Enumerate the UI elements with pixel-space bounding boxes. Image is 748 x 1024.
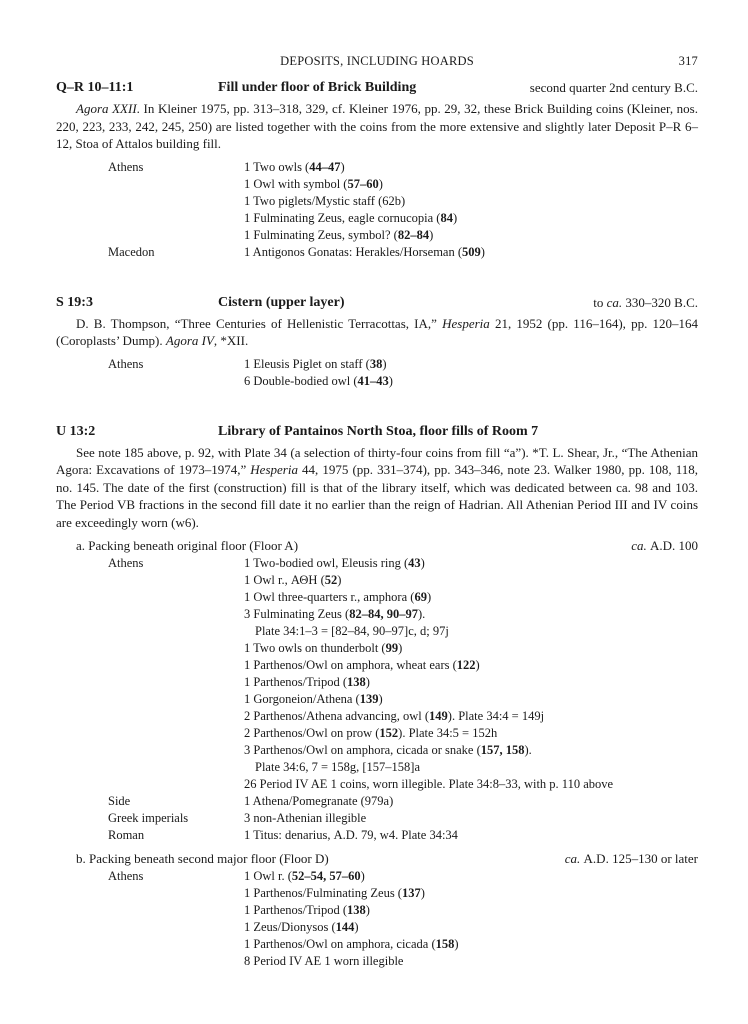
coin-description: 1 Athena/Pomegranate (979a) — [244, 794, 394, 808]
coin-region: Athens — [108, 356, 144, 371]
coin-row — [56, 244, 698, 261]
coin-description: 1 Titus: denarius, A.D. 79, w4. Plate 34:34 — [244, 828, 458, 842]
document-body — [56, 80, 698, 970]
fill-section-heading — [56, 537, 698, 555]
coin-row — [56, 640, 698, 657]
coin-row — [56, 674, 698, 691]
fill-section-heading — [56, 850, 698, 868]
deposit-code: S 19:3 — [56, 294, 93, 310]
coin-row — [56, 373, 698, 390]
page-number: 317 — [678, 54, 698, 68]
page — [56, 52, 698, 970]
coin-row — [56, 902, 698, 919]
coin-description: 1 Owl three-quarters r., amphora (69) — [244, 590, 432, 604]
coin-description: 2 Parthenos/Owl on prow (152). Plate 34:5 = 152h — [244, 726, 498, 740]
entry-heading — [56, 295, 698, 315]
coin-description: 1 Parthenos/Owl on amphora, wheat ears (122) — [244, 658, 480, 672]
coin-row — [56, 227, 698, 244]
coin-description: 1 Two owls (44–47) — [244, 159, 345, 174]
coin-description: 3 Fulminating Zeus (82–84, 90–97). — [244, 607, 426, 621]
coin-row — [56, 885, 698, 902]
coin-row — [56, 776, 698, 793]
coin-row — [56, 953, 698, 970]
coin-row — [56, 936, 698, 953]
coin-row — [56, 793, 698, 810]
coin-row — [56, 742, 698, 759]
coin-row — [56, 725, 698, 742]
coin-row — [56, 623, 698, 640]
coin-description: 3 non-Athenian illegible — [244, 811, 367, 825]
coin-description: 1 Parthenos/Tripod (138) — [244, 675, 370, 689]
coin-description: 1 Two owls on thunderbolt (99) — [244, 641, 403, 655]
deposit-code: Q–R 10–11:1 — [56, 80, 134, 95]
deposit-code: U 13:2 — [56, 423, 96, 439]
coin-description: 1 Fulminating Zeus, eagle cornucopia (84) — [244, 210, 458, 225]
coin-list — [56, 555, 698, 844]
coin-region: Roman — [108, 828, 145, 842]
coin-region: Athens — [108, 869, 144, 883]
fill-section-date: ca. A.D. 125–130 or later — [564, 851, 698, 866]
coin-row — [56, 176, 698, 193]
coin-row — [56, 210, 698, 227]
coin-description: 1 Gorgoneion/Athena (139) — [244, 692, 383, 706]
coin-description: 1 Eleusis Piglet on staff (38) — [244, 356, 387, 371]
coin-row — [56, 356, 698, 373]
coin-row — [56, 555, 698, 572]
coin-row — [56, 691, 698, 708]
coin-row — [56, 589, 698, 606]
coin-region: Athens — [108, 556, 144, 570]
coin-row — [56, 606, 698, 623]
deposit-entry — [56, 424, 698, 971]
coin-description: 1 Parthenos/Fulminating Zeus (137) — [244, 886, 425, 900]
coin-description: Plate 34:1–3 = [82–84, 90–97]c, d; 97j — [255, 624, 449, 638]
deposit-description: See note 185 above, p. 92, with Plate 34 (a selection of thirty-four coins from fill “a”). *T. L. Shear, Jr., “The Athenian Agora: Excavations of 1973–1974,” Hesperia 44, 1975 (pp. 331–374), pp. 343–346, note 23. Walker 1980, pp. 108, 118, no. 145. The date of the first (construction) fill is that of the library itself, which was dedicated between ca. 98 and 103. The Period VB fractions in the second fill date it no earlier than the reign of Hadrian. All Athenian Period III and IV coins are exceedingly worn (w6). — [56, 444, 698, 530]
coin-row — [56, 572, 698, 589]
fill-section-label: a. Packing beneath original floor (Floor A) — [76, 538, 299, 553]
entry-heading — [56, 424, 698, 444]
deposit-description: D. B. Thompson, “Three Centuries of Hellenistic Terracottas, IA,” Hesperia 21, 1952 (pp. 116–164), pp. 120–164 (Coroplasts’ Dump). Agora IV, *XII. — [56, 315, 698, 348]
entry-heading — [56, 80, 698, 100]
deposit-date: to ca. 330–320 B.C. — [593, 294, 698, 310]
coin-row — [56, 827, 698, 844]
deposit-description: Agora XXII. In Kleiner 1975, pp. 313–318, 329, cf. Kleiner 1976, pp. 29, 32, these Brick Building coins (Kleiner, nos. 220, 223, 233, 242, 245, 250) are listed together with the coins from the more extensive and slightly later Deposit P–R 6–12, Stoa of Attalos building fill. — [56, 101, 698, 151]
deposit-entry — [56, 295, 698, 390]
coin-row — [56, 868, 698, 885]
coin-region: Side — [108, 794, 131, 808]
coin-region: Macedon — [108, 244, 155, 259]
coin-list — [56, 868, 698, 970]
coin-description: 1 Two-bodied owl, Eleusis ring (43) — [244, 556, 425, 570]
coin-description: 2 Parthenos/Athena advancing, owl (149). Plate 34:4 = 149j — [244, 709, 545, 723]
coin-row — [56, 657, 698, 674]
coin-description: 1 Antigonos Gonatas: Herakles/Horseman (509) — [244, 244, 485, 259]
coin-region: Greek imperials — [108, 811, 189, 825]
deposit-title: Library of Pantainos North Stoa, floor fills of Room 7 — [218, 423, 539, 439]
coin-description: 1 Fulminating Zeus, symbol? (82–84) — [244, 227, 434, 242]
coin-description: Plate 34:6, 7 = 158g, [157–158]a — [255, 760, 421, 774]
coin-row — [56, 919, 698, 936]
coin-description: 1 Owl r. (52–54, 57–60) — [244, 869, 365, 883]
coin-description: 1 Zeus/Dionysos (144) — [244, 920, 359, 934]
coin-description: 1 Owl r., ΑΘΗ (52) — [244, 573, 342, 587]
fill-section-date: ca. A.D. 100 — [631, 538, 698, 553]
running-head — [56, 52, 698, 74]
coin-row — [56, 810, 698, 827]
coin-description: 1 Parthenos/Owl on amphora, cicada (158) — [244, 937, 459, 951]
deposit-date: second quarter 2nd century B.C. — [529, 80, 698, 95]
coin-description: 1 Two piglets/Mystic staff (62b) — [244, 193, 406, 208]
coin-description: 1 Owl with symbol (57–60) — [244, 176, 383, 191]
coin-list — [56, 356, 698, 390]
coin-description: 6 Double-bodied owl (41–43) — [244, 373, 393, 388]
coin-list — [56, 159, 698, 261]
coin-row — [56, 708, 698, 725]
coin-row — [56, 159, 698, 176]
running-title: DEPOSITS, INCLUDING HOARDS — [280, 54, 474, 68]
coin-description: 26 Period IV AE 1 coins, worn illegible. Plate 34:8–33, with p. 110 above — [244, 777, 614, 791]
coin-row — [56, 759, 698, 776]
coin-region: Athens — [108, 159, 144, 174]
coin-row — [56, 193, 698, 210]
coin-description: 8 Period IV AE 1 worn illegible — [244, 954, 404, 968]
coin-description: 1 Parthenos/Tripod (138) — [244, 903, 370, 917]
coin-description: 3 Parthenos/Owl on amphora, cicada or snake (157, 158). — [244, 743, 532, 757]
deposit-title: Fill under floor of Brick Building — [218, 80, 417, 95]
fill-section-label: b. Packing beneath second major floor (Floor D) — [76, 851, 329, 866]
deposit-entry — [56, 80, 698, 261]
deposit-title: Cistern (upper layer) — [218, 294, 345, 310]
